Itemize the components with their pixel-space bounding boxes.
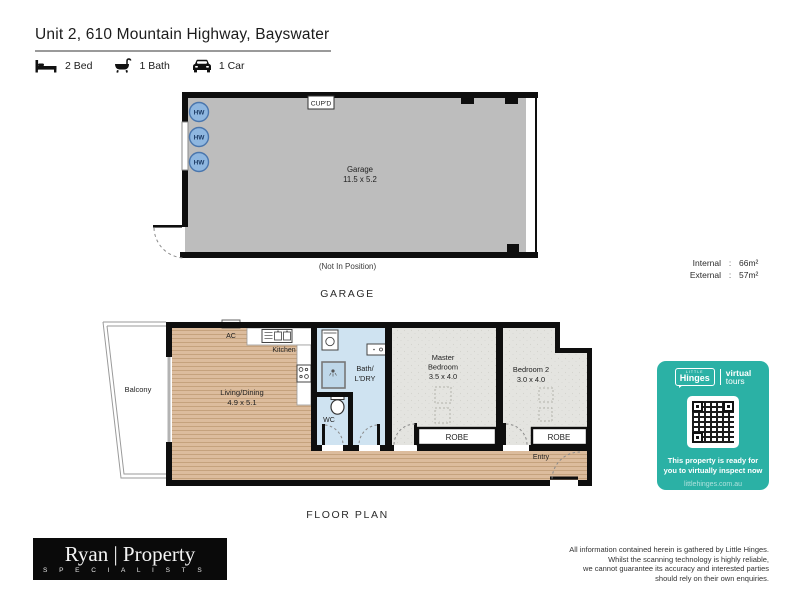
garage-note: (Not In Position) [318,262,377,271]
area-summary [655,257,775,281]
garage-caption: GARAGE [320,288,375,300]
agency-subtitle: S P E C I A L I S T S [43,567,207,574]
kitchen-label: Kitchen [272,347,296,354]
hinges-bubble-logo [675,368,715,386]
hw-label: HW [193,159,205,167]
hinges-brand-text: Hinges [679,373,710,383]
robe-bedroom2-label: ROBE [547,433,571,442]
bath-label-1: Bath/ [356,364,374,373]
bed-count: 2 Bed [65,59,93,72]
master-dims: 3.5 x 4.0 [428,372,458,381]
hw-label: HW [193,109,205,117]
disclaimer-line: should rely on their own enquiries. [655,573,769,583]
master-label-1: Master [431,353,455,362]
hot-water-units [190,103,209,172]
hinges-logo [657,368,769,386]
cupboard-label: CUP'D [310,100,332,108]
bath-icon [114,58,132,73]
car-icon [192,59,212,73]
car-count: 1 Car [218,59,245,72]
disclaimer-line: Whilst the scanning technology is highly reliable, [608,554,769,564]
hinges-tagline [726,369,752,385]
bath-count: 1 Bath [139,59,170,72]
bed-icon [35,59,58,73]
feature-beds [35,59,92,73]
agency-logo [33,538,227,580]
entry-label: Entry [532,454,550,461]
logo-divider [720,369,721,385]
title-divider [35,50,331,52]
external-area-label: External [689,270,721,280]
qr-pattern [692,401,734,443]
tour-message [657,456,769,475]
qr-finder-icon [723,401,734,412]
qr-finder-icon [692,401,703,412]
living-label: Living/Dining [220,388,264,397]
ac-label: AC [226,333,236,340]
feature-strip [35,58,245,73]
tagline-virtual: virtual [725,368,752,378]
area-row-external [655,269,775,281]
qr-code [687,396,739,448]
feature-baths [114,58,169,73]
balcony-label: Balcony [124,385,152,394]
separator: : [728,258,732,268]
area-row-internal [655,257,775,269]
qr-finder-icon [692,432,703,443]
robe-bedroom2 [532,428,587,445]
bath-label-2: L'DRY [354,374,376,383]
disclaimer [449,545,769,583]
external-area-value: 57m² [739,270,759,280]
virtual-tour-card [657,361,769,490]
garage-window [182,122,188,170]
shower-icon [322,362,345,388]
garage-room [153,92,538,258]
floor-plan [95,315,600,495]
separator: : [728,270,732,280]
internal-area-label: Internal [692,258,721,268]
master-label-2: Bedroom [428,362,458,372]
garage-room-label: Garage [346,165,374,174]
page-title: Unit 2, 610 Mountain Highway, Bayswater [35,26,330,43]
tagline-tours: tours [725,376,745,386]
garage-room-dims: 11.5 x 5.2 [343,175,377,184]
hw-label: HW [193,134,205,142]
disclaimer-line: All information contained herein is gathered by Little Hinges. [569,545,769,554]
garage-plan [145,88,550,273]
tour-message-line2: you to virtually inspect now [663,465,763,475]
bedroom2-dims: 3.0 x 4.0 [516,375,546,384]
robe-master-label: ROBE [445,433,469,442]
wc-label: WC [323,417,335,424]
living-dims: 4.9 x 5.1 [227,398,257,407]
basin-icon [367,344,386,355]
washing-machine-icon [322,330,338,350]
kitchen-sink-icon [262,330,292,343]
feature-cars [192,59,245,73]
balcony-door [168,357,171,442]
tour-message-line1: This property is ready for [667,456,759,465]
floor-plan-caption: FLOOR PLAN [306,509,389,521]
agency-name: Ryan | Property [64,542,196,566]
internal-area-value: 66m² [739,258,759,268]
robe-master [418,428,496,445]
garage-door-leaf [153,225,182,228]
stove-icon [297,365,311,382]
hinges-little-text: LITTLE [686,370,704,374]
bedroom2-label: Bedroom 2 [512,365,550,374]
balcony [103,322,166,478]
disclaimer-line: we cannot guarantee its accuracy and interested parties [583,564,769,574]
header [35,26,331,52]
hinges-url: littlehinges.com.au [684,481,742,488]
